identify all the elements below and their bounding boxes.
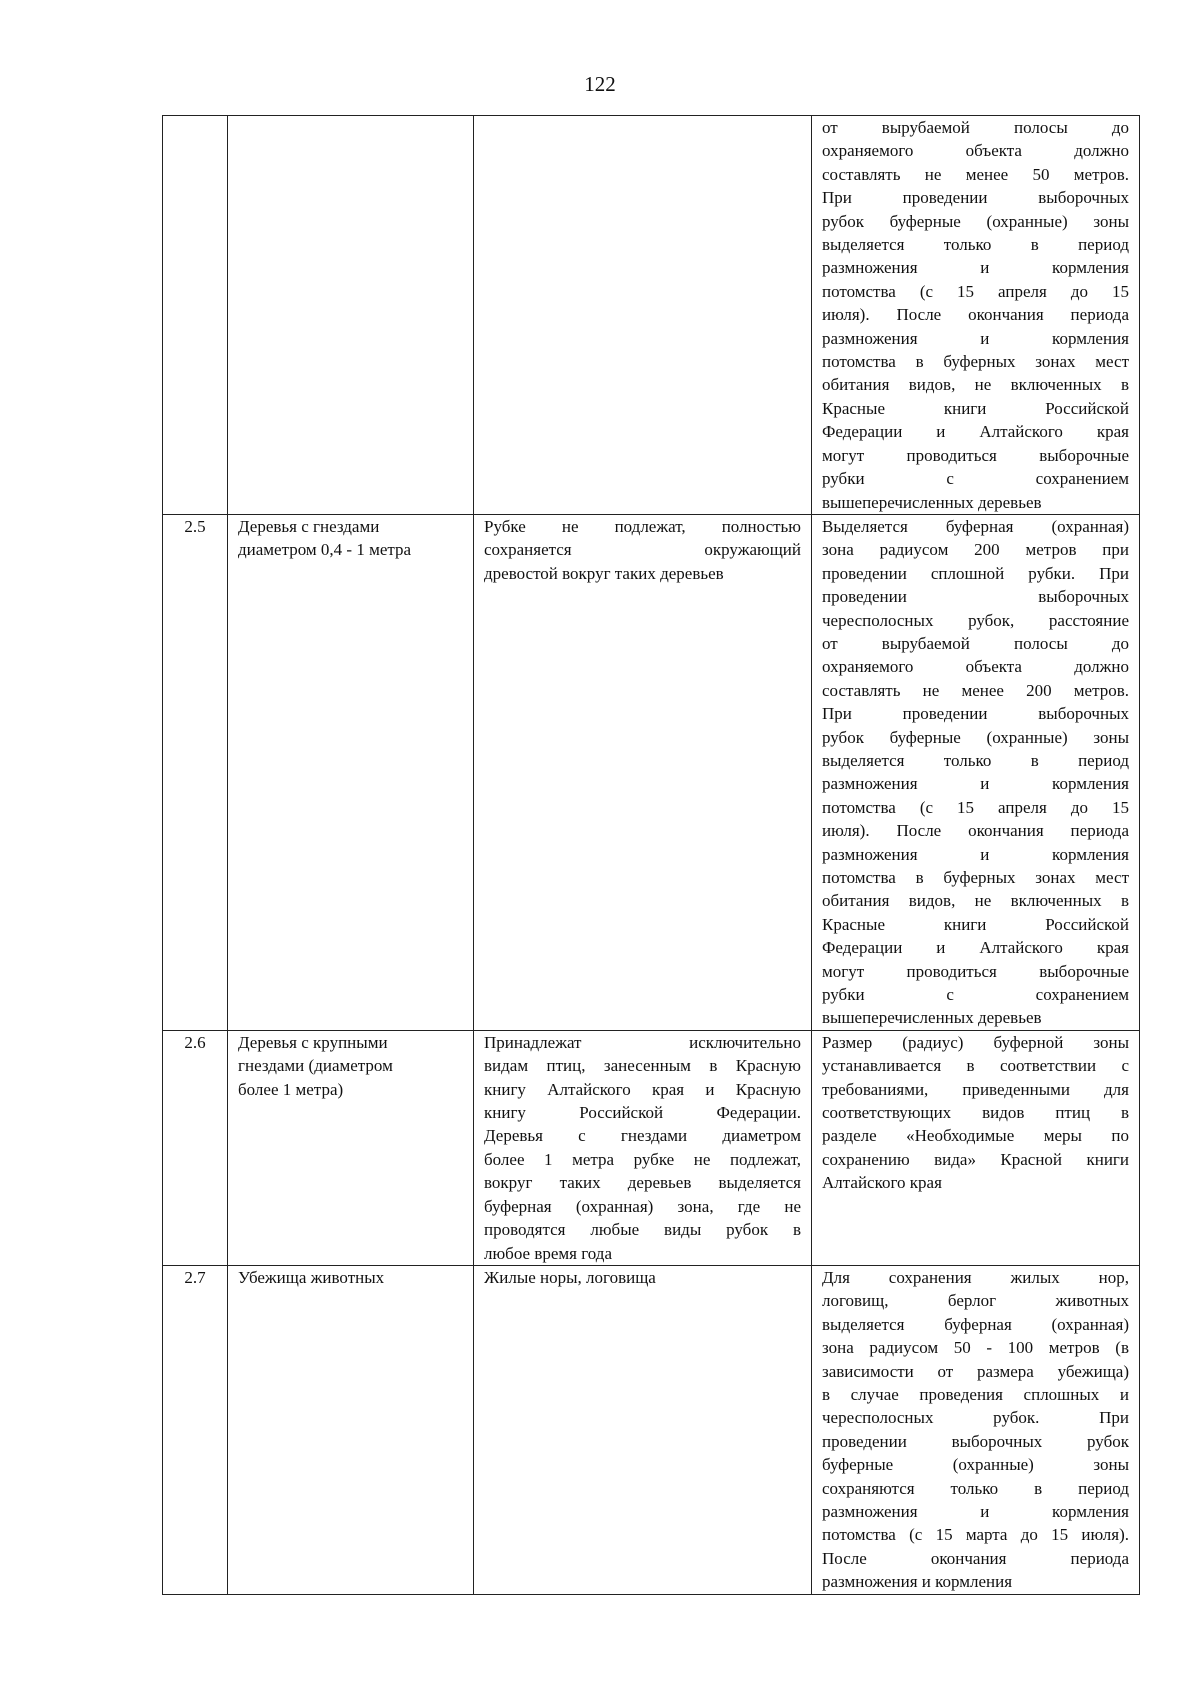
table-row: [163, 1030, 1140, 1265]
cell-line: зона радиусом 50 - 100 метров (в: [822, 1338, 1129, 1358]
cell-line: сохраняется окружающий: [484, 540, 801, 560]
cell-line: потомства (с 15 марта до 15 июля).: [822, 1525, 1129, 1545]
page-number: 122: [584, 72, 616, 96]
cell-line: Размер (радиус) буферной зоны: [822, 1032, 1129, 1052]
cell-line: Жилые норы, логовища: [484, 1267, 656, 1287]
cell-line: Деревья с крупными: [238, 1032, 388, 1052]
cell-line: древостой вокруг таких деревьев: [484, 563, 724, 583]
cell-line: книгу Алтайского края и Красную: [484, 1079, 801, 1099]
cell-line: июля). После окончания периода: [822, 305, 1129, 325]
cell-line: могут проводиться выборочные: [822, 445, 1129, 465]
cell-line: При проведении выборочных: [822, 188, 1129, 208]
cell-line: вокруг таких деревьев выделяется: [484, 1173, 801, 1193]
cell-line: Для сохранения жилых нор,: [822, 1267, 1129, 1287]
cell-line: При проведении выборочных: [822, 704, 1129, 724]
cell-line: Красные книги Российской: [822, 914, 1129, 934]
cell-line: от вырубаемой полосы до: [822, 633, 1129, 653]
cell-line: потомства (с 15 апреля до 15: [822, 797, 1129, 817]
cell-line: проведении сплошной рубки. При: [822, 563, 1129, 583]
cell-line: размножения и кормления: [822, 258, 1129, 278]
cell-line: потомства (с 15 апреля до 15: [822, 281, 1129, 301]
cell-line: составлять не менее 50 метров.: [822, 164, 1129, 184]
object-cell: [228, 116, 474, 515]
cell-line: составлять не менее 200 метров.: [822, 680, 1129, 700]
cell-line: обитания видов, не включенных в: [822, 891, 1129, 911]
cell-line: чересполосных рубок, расстояние: [822, 610, 1129, 630]
row-number-cell: [163, 116, 228, 515]
cell-line: соответствующих видов птиц в: [822, 1103, 1129, 1123]
cell-line: После окончания периода: [822, 1548, 1129, 1568]
cell-line: требованиями, приведенными для: [822, 1079, 1129, 1099]
cell-line: рубок буферные (охранные) зоны: [822, 211, 1129, 231]
requirements-cell: [474, 116, 812, 515]
requirements-cell: [474, 1030, 812, 1265]
requirements-cell: [474, 514, 812, 1030]
cell-line: любое время года: [484, 1243, 612, 1263]
cell-line: Принадлежат исключительно: [484, 1032, 801, 1052]
cell-line: размножения и кормления: [822, 774, 1129, 794]
cell-line: потомства в буферных зонах мест: [822, 352, 1129, 372]
buffer-zone-cell: [812, 1265, 1140, 1594]
row-number-cell: 2.5: [163, 514, 228, 1030]
cell-line: Убежища животных: [238, 1267, 385, 1287]
cell-line: охраняемого объекта должно: [822, 657, 1129, 677]
cell-line: более 1 метра рубке не подлежат,: [484, 1149, 801, 1169]
table-row: [163, 1265, 1140, 1594]
buffer-zone-cell: [812, 1030, 1140, 1265]
cell-line: от вырубаемой полосы до: [822, 118, 1129, 137]
cell-line: буферные (охранные) зоны: [822, 1455, 1129, 1475]
cell-line: Красные книги Российской: [822, 398, 1129, 418]
cell-line: устанавливается в соответствии с: [822, 1056, 1129, 1076]
cell-line: выделяется только в период: [822, 235, 1129, 255]
cell-line: охраняемого объекта должно: [822, 141, 1129, 161]
cell-line: Федерации и Алтайского края: [822, 422, 1129, 442]
table-body: [163, 116, 1140, 1595]
cell-line: проводятся любые виды рубок в: [484, 1220, 801, 1240]
cell-line: рубки с сохранением: [822, 469, 1129, 489]
table-row: [163, 116, 1140, 515]
cell-line: размножения и кормления: [822, 1501, 1129, 1521]
cell-line: чересполосных рубок. При: [822, 1408, 1129, 1428]
cell-line: гнездами (диаметром: [238, 1056, 393, 1076]
row-number-cell: 2.6: [163, 1030, 228, 1265]
cell-line: логовищ, берлог животных: [822, 1291, 1129, 1311]
cell-line: зависимости от размера убежища): [822, 1361, 1129, 1381]
cell-line: размножения и кормления: [822, 1572, 1013, 1592]
cell-line: рубки с сохранением: [822, 985, 1129, 1005]
object-cell: [228, 1265, 474, 1594]
cell-line: проведении выборочных рубок: [822, 1431, 1129, 1451]
cell-line: диаметром 0,4 - 1 метра: [238, 540, 412, 560]
cell-line: более 1 метра): [238, 1079, 344, 1099]
cell-line: сохранению вида» Красной книги: [822, 1149, 1129, 1169]
cell-line: Деревья с гнездами диаметром: [484, 1126, 801, 1146]
cell-line: выделяется буферная (охранная): [822, 1314, 1129, 1334]
cell-line: вышеперечисленных деревьев: [822, 1008, 1042, 1028]
cell-line: выделяется только в период: [822, 750, 1129, 770]
row-number-cell: 2.7: [163, 1265, 228, 1594]
cell-line: Алтайского края: [822, 1173, 942, 1193]
buffer-zone-cell: [812, 514, 1140, 1030]
cell-line: Рубке не подлежат, полностью: [484, 516, 801, 536]
cell-line: могут проводиться выборочные: [822, 961, 1129, 981]
table-row: [163, 514, 1140, 1030]
requirements-cell: [474, 1265, 812, 1594]
cell-line: разделе «Необходимые меры по: [822, 1126, 1129, 1146]
cell-line: Федерации и Алтайского края: [822, 938, 1129, 958]
object-cell: [228, 514, 474, 1030]
cell-line: книгу Российской Федерации.: [484, 1103, 801, 1123]
cell-line: рубок буферные (охранные) зоны: [822, 727, 1129, 747]
object-cell: [228, 1030, 474, 1265]
cell-line: проведении выборочных: [822, 587, 1129, 607]
cell-line: Выделяется буферная (охранная): [822, 516, 1129, 536]
cell-line: размножения и кормления: [822, 328, 1129, 348]
cell-line: видам птиц, занесенным в Красную: [484, 1056, 801, 1076]
cell-line: обитания видов, не включенных в: [822, 375, 1129, 395]
cell-line: сохраняются только в период: [822, 1478, 1129, 1498]
cell-line: вышеперечисленных деревьев: [822, 492, 1042, 512]
cell-line: зона радиусом 200 метров при: [822, 540, 1129, 560]
cell-line: Деревья с гнездами: [238, 516, 380, 536]
cell-line: июля). После окончания периода: [822, 821, 1129, 841]
cell-line: потомства в буферных зонах мест: [822, 868, 1129, 887]
buffer-zone-cell: [812, 116, 1140, 515]
cell-line: размножения и кормления: [822, 844, 1129, 864]
cell-line: буферная (охранная) зона, где не: [484, 1196, 801, 1216]
cell-line: в случае проведения сплошных и: [822, 1384, 1129, 1404]
protection-zones-table: [162, 115, 1140, 1595]
